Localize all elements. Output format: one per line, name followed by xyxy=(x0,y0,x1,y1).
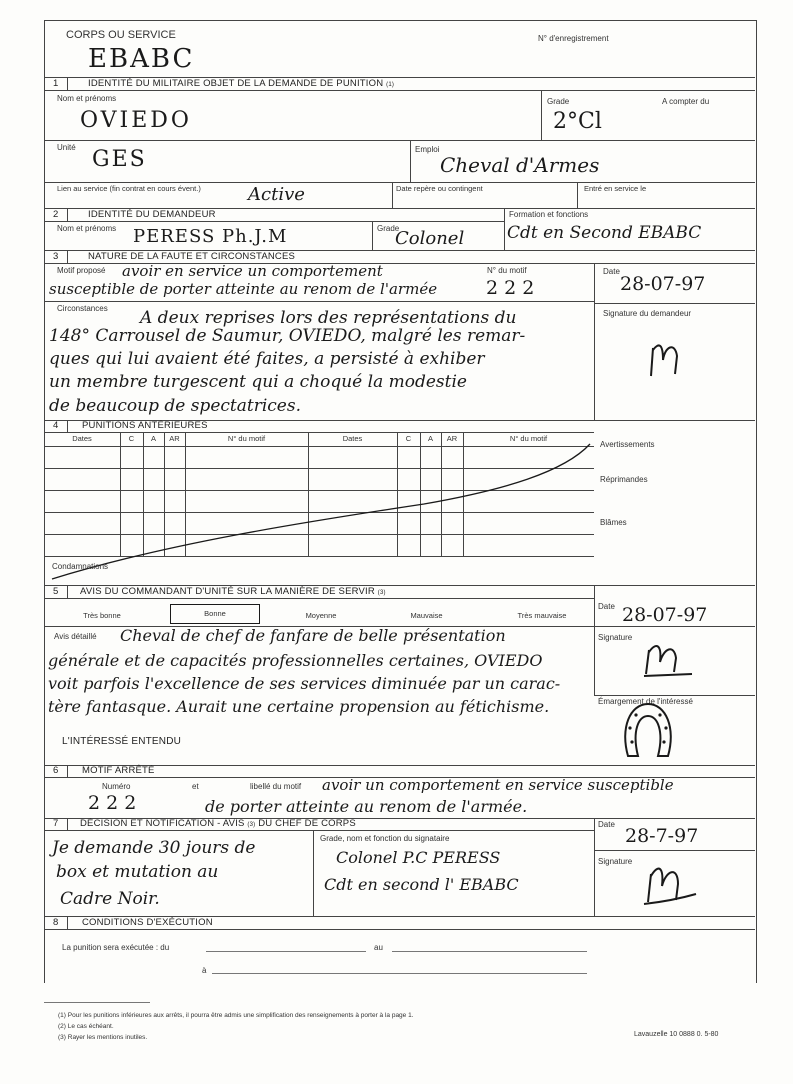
circ-line-4[interactable]: un membre turgescent qui a choqué la modestie xyxy=(49,372,467,392)
section3-number: 3 xyxy=(53,251,59,262)
motive-number-value[interactable]: 2 2 2 xyxy=(88,792,137,814)
col-a-2: A xyxy=(427,434,433,443)
decision-signature xyxy=(642,862,698,908)
rating-very-good[interactable]: Très bonne xyxy=(83,611,121,620)
signer-label: Grade, nom et fonction du signataire xyxy=(320,834,450,843)
section1-title: IDENTITÉ DU MILITAIRE OBJET DE LA DEMANDE DE PUNITION (1) xyxy=(88,78,395,89)
decision-signature-label: Signature xyxy=(598,857,633,866)
section4-number: 4 xyxy=(53,420,59,431)
footnote-2: (2) Le cas échéant. xyxy=(58,1023,114,1030)
convictions-label: Condamnations xyxy=(52,562,109,571)
section4-title: PUNITIONS ANTÉRIEURES xyxy=(82,420,208,431)
detail-label: Avis détaillé xyxy=(54,632,97,641)
libelle-line2[interactable]: de porter atteinte au renom de l'armée. xyxy=(205,797,528,816)
requester-grade-label: Grade xyxy=(377,224,400,233)
section2-number: 2 xyxy=(53,209,59,220)
motive-line1[interactable]: avoir en service un comportement xyxy=(122,262,383,280)
entry-label: Entré en service le xyxy=(584,184,647,193)
detail-line-1[interactable]: Cheval de chef de fanfare de belle présentation xyxy=(120,626,506,645)
section5-number: 5 xyxy=(53,586,59,597)
name-label: Nom et prénoms xyxy=(57,94,117,103)
motive-line2[interactable]: susceptible de porter atteinte au renom de l'armée xyxy=(49,280,438,298)
col-motive-1: N° du motif xyxy=(227,434,266,443)
section5-title: AVIS DU COMMANDANT D'UNITÉ SUR LA MANIÈRE DE SERVIR (3) xyxy=(80,586,386,597)
section7-title: DÉCISION ET NOTIFICATION - AVIS (3) DU CHEF DE CORPS xyxy=(80,818,356,829)
libelle-label: libellé du motif xyxy=(250,782,302,791)
col-dates-1: Dates xyxy=(72,434,92,443)
exec-label: La punition sera exécutée : du xyxy=(62,943,170,952)
name-value[interactable]: OVIEDO xyxy=(80,108,192,133)
rating-very-bad[interactable]: Très mauvaise xyxy=(517,611,567,620)
reprimands-label: Réprimandes xyxy=(600,475,648,484)
requester-signature-label: Signature du demandeur xyxy=(603,309,692,318)
signer-line-1[interactable]: Colonel P.C PERESS xyxy=(336,848,501,867)
motive-no-value[interactable]: 2 2 2 xyxy=(486,277,535,299)
footnote-3: (3) Rayer les mentions inutiles. xyxy=(58,1034,148,1041)
motive-no-label: N° du motif xyxy=(487,266,527,275)
rating-average[interactable]: Moyenne xyxy=(305,611,337,620)
rating-good[interactable]: Bonne xyxy=(170,604,260,624)
section2-title: IDENTITÉ DU DEMANDEUR xyxy=(88,209,216,220)
job-label: Emploi xyxy=(415,145,440,154)
corps-value[interactable]: EBABC xyxy=(88,44,195,74)
emargement-label: Émargement de l'intéressé xyxy=(598,697,693,706)
motive-label: Motif proposé xyxy=(57,266,106,275)
registration-label: N° d'enregistrement xyxy=(538,34,609,43)
from-label: A compter du xyxy=(662,97,710,106)
detail-line-2[interactable]: générale et de capacités professionnelles certaines, OVIEDO xyxy=(48,651,543,670)
and-label: et xyxy=(192,782,199,791)
circ-line-2[interactable]: 148° Carrousel de Saumur, OVIEDO, malgré les remar- xyxy=(49,326,526,346)
col-ar-1: AR xyxy=(169,434,180,443)
requester-signature xyxy=(645,340,695,380)
opinion-signature-label: Signature xyxy=(598,633,633,642)
rating-bad[interactable]: Mauvaise xyxy=(410,611,443,620)
publisher-mark: Lavauzelle 10 0888 0. 5-80 xyxy=(634,1031,719,1038)
date-ref-label: Date repère ou contingent xyxy=(396,184,483,193)
section8-number: 8 xyxy=(53,917,59,928)
link-value[interactable]: Active xyxy=(248,184,305,205)
section6-title: MOTIF ARRÊTÉ xyxy=(82,765,155,776)
section6-number: 6 xyxy=(53,765,59,776)
grade-value[interactable]: 2°Cl xyxy=(553,109,602,134)
opinion-signature xyxy=(640,640,696,680)
horseshoe-mark xyxy=(618,698,678,760)
signer-line-2[interactable]: Cdt en second l' EBABC xyxy=(324,875,519,894)
circ-line-3[interactable]: ques qui lui avaient été faites, a persisté à exhiber xyxy=(49,349,485,369)
motive-date-value[interactable]: 28-07-97 xyxy=(620,273,706,295)
motive-number-label: Numéro xyxy=(102,782,131,791)
requester-name-value[interactable]: PERESS Ph.J.M xyxy=(133,226,288,247)
requester-function-value[interactable]: Cdt en Second EBABC xyxy=(507,223,702,243)
opinion-date-value[interactable]: 28-07-97 xyxy=(622,604,708,626)
detail-line-3[interactable]: voit parfois l'excellence de ses services diminuée par un carac- xyxy=(48,674,561,693)
col-a-1: A xyxy=(150,434,156,443)
circ-line-1[interactable]: A deux reprises lors des représentations du xyxy=(140,308,517,328)
link-label: Lien au service (fin contrat en cours évent.) xyxy=(57,184,201,193)
col-c-2: C xyxy=(405,434,412,443)
exec-to-label: au xyxy=(374,943,383,952)
unit-value[interactable]: GES xyxy=(92,147,147,172)
footnote-1: (1) Pour les punitions inférieures aux arrêts, il pourra être admis une simplification des renseignements à porter à la page 1. xyxy=(58,1012,414,1019)
circ-line-5[interactable]: de beaucoup de spectatrices. xyxy=(49,396,301,416)
warnings-label: Avertissements xyxy=(600,440,655,449)
motive-date-label: Date xyxy=(603,267,620,276)
corps-label: CORPS OU SERVICE xyxy=(66,29,176,41)
col-ar-2: AR xyxy=(446,434,458,443)
requester-grade-value[interactable]: Colonel xyxy=(395,228,465,249)
blames-label: Blâmes xyxy=(600,518,627,527)
decision-date-label: Date xyxy=(598,820,615,829)
heard-label: L'INTÉRESSÉ ENTENDU xyxy=(62,736,182,747)
section7-number: 7 xyxy=(53,818,59,829)
decision-line-2[interactable]: box et mutation au xyxy=(56,862,219,882)
col-motive-2: N° du motif xyxy=(509,434,548,443)
section1-number: 1 xyxy=(53,78,59,89)
requester-name-label: Nom et prénoms xyxy=(57,224,117,233)
grade-label: Grade xyxy=(547,97,570,106)
decision-date-value[interactable]: 28-7-97 xyxy=(625,825,699,847)
grid-strike-line xyxy=(44,432,604,582)
exec-at-label: à xyxy=(202,966,207,975)
section8-title: CONDITIONS D'EXÉCUTION xyxy=(82,917,213,928)
detail-line-4[interactable]: tère fantasque. Aurait une certaine propension au fétichisme. xyxy=(48,697,550,716)
rating-row xyxy=(44,598,594,626)
decision-line-3[interactable]: Cadre Noir. xyxy=(60,889,160,909)
circumstances-label: Circonstances xyxy=(57,304,108,313)
job-value[interactable]: Cheval d'Armes xyxy=(440,153,600,177)
opinion-date-label: Date xyxy=(598,602,615,611)
decision-line-1[interactable]: Je demande 30 jours de xyxy=(52,838,256,858)
training-label: Formation et fonctions xyxy=(509,210,589,219)
col-c-1: C xyxy=(128,434,135,443)
libelle-line1[interactable]: avoir un comportement en service susceptible xyxy=(322,776,674,794)
col-dates-2: Dates xyxy=(342,434,363,443)
unit-label: Unité xyxy=(57,143,76,152)
section3-title: NATURE DE LA FAUTE ET CIRCONSTANCES xyxy=(88,251,296,262)
